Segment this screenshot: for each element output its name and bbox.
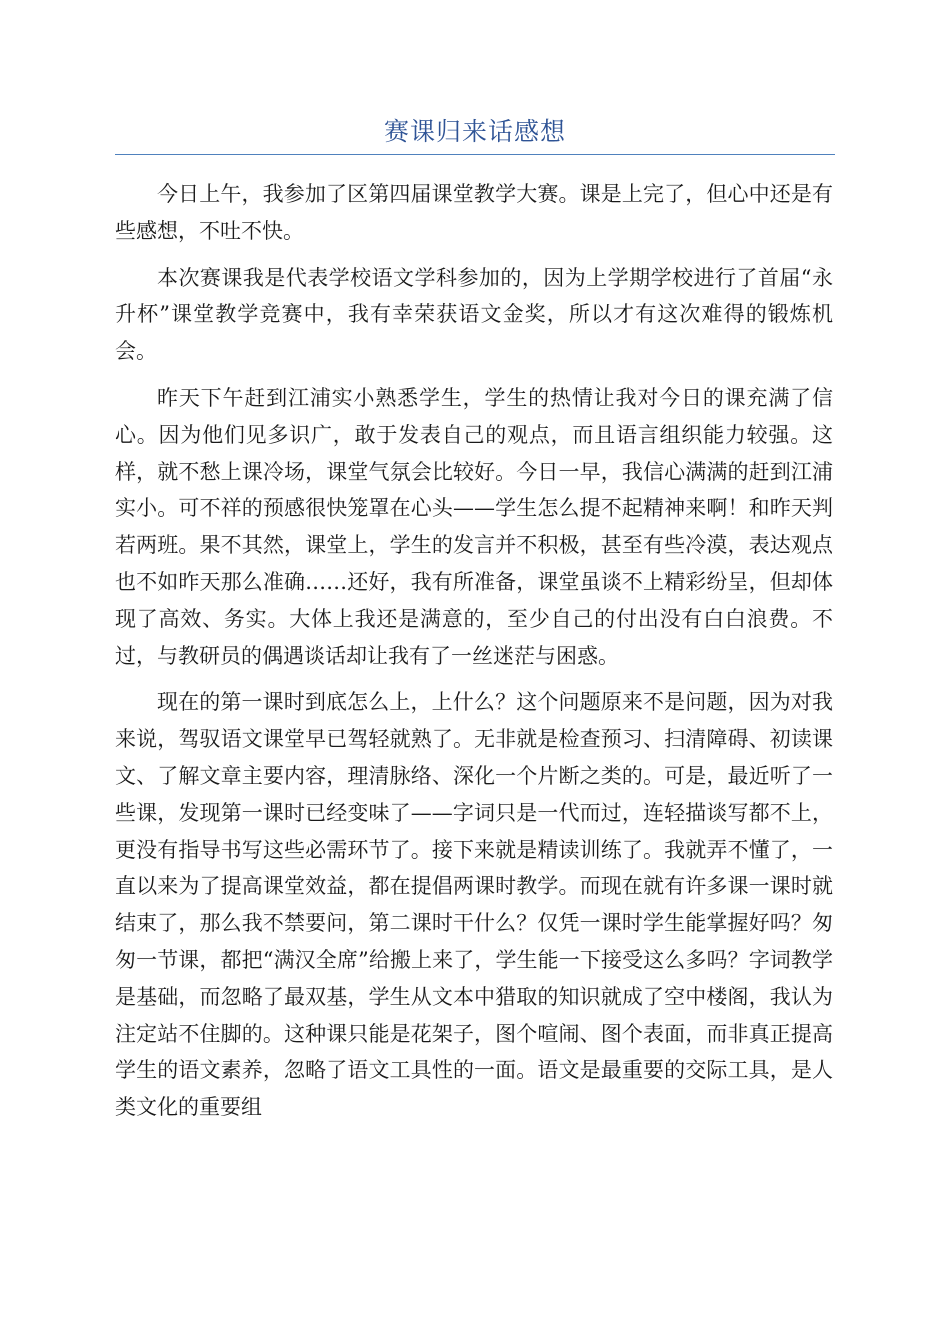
- paragraph-1: 今日上午，我参加了区第四届课堂教学大赛。课是上完了，但心中还是有些感想，不吐不快。: [115, 182, 833, 243]
- paragraph-3: 昨天下午赶到江浦实小熟悉学生，学生的热情让我对今日的课充满了信心。因为他们见多识广，敢于发表自己的观点，而且语言组织能力较强。这样，就不愁上课冷场，课堂气氛会比较好。今日一早，我信心满满的赶到江浦实小。可不祥的预感很快笼罩在心头——学生怎么提不起精神来啊！和昨天判若两班。果不其然，课堂上，学生的发言并不积极，甚至有些冷漠，表达观点也不如昨天那么准确……还好，我有所准备，课堂虽谈不上精彩纷呈，但却体现了高效、务实。大体上我还是满意的，至少自己的付出没有白白浪费。不过，与教研员的偶遇谈话却让我有了一丝迷茫与困惑。: [115, 385, 833, 668]
- document-body: [115, 176, 833, 1136]
- title-underline: [115, 154, 835, 155]
- paragraph-4: 现在的第一课时到底怎么上，上什么？这个问题原来不是问题，因为对我来说，驾驭语文课堂早已驾轻就熟了。无非就是检查预习、扫清障碍、初读课文、了解文章主要内容，理清脉络、深化一个片断之类的。可是，最近听了一些课，发现第一课时已经变味了——字词只是一代而过，连轻描谈写都不上，更没有指导书写这些必需环节了。接下来就是精读训练了。我就弄不懂了，一直以来为了提高课堂效益，都在提倡两课时教学。而现在就有许多课一课时就结束了，那么我不禁要问，第二课时干什么？仅凭一课时学生能掌握好吗？匆匆一节课，都把“满汉全席”给搬上来了，学生能一下接受这么多吗？字词教学是基础，而忽略了最双基，学生从文本中猎取的知识就成了空中楼阁，我认为注定站不住脚的。这种课只能是花架子，图个喧闹、图个表面，而非真正提高学生的语文素养，忽略了语文工具性的一面。语文是最重要的交际工具，是人类文化的重要组: [115, 690, 833, 1120]
- page-title: 赛课归来话感想: [383, 117, 566, 146]
- paragraph-2: 本次赛课我是代表学校语文学科参加的，因为上学期学校进行了首届“永升杯”课堂教学竞赛中，我有幸荣获语文金奖，所以才有这次难得的锻炼机会。: [115, 265, 833, 364]
